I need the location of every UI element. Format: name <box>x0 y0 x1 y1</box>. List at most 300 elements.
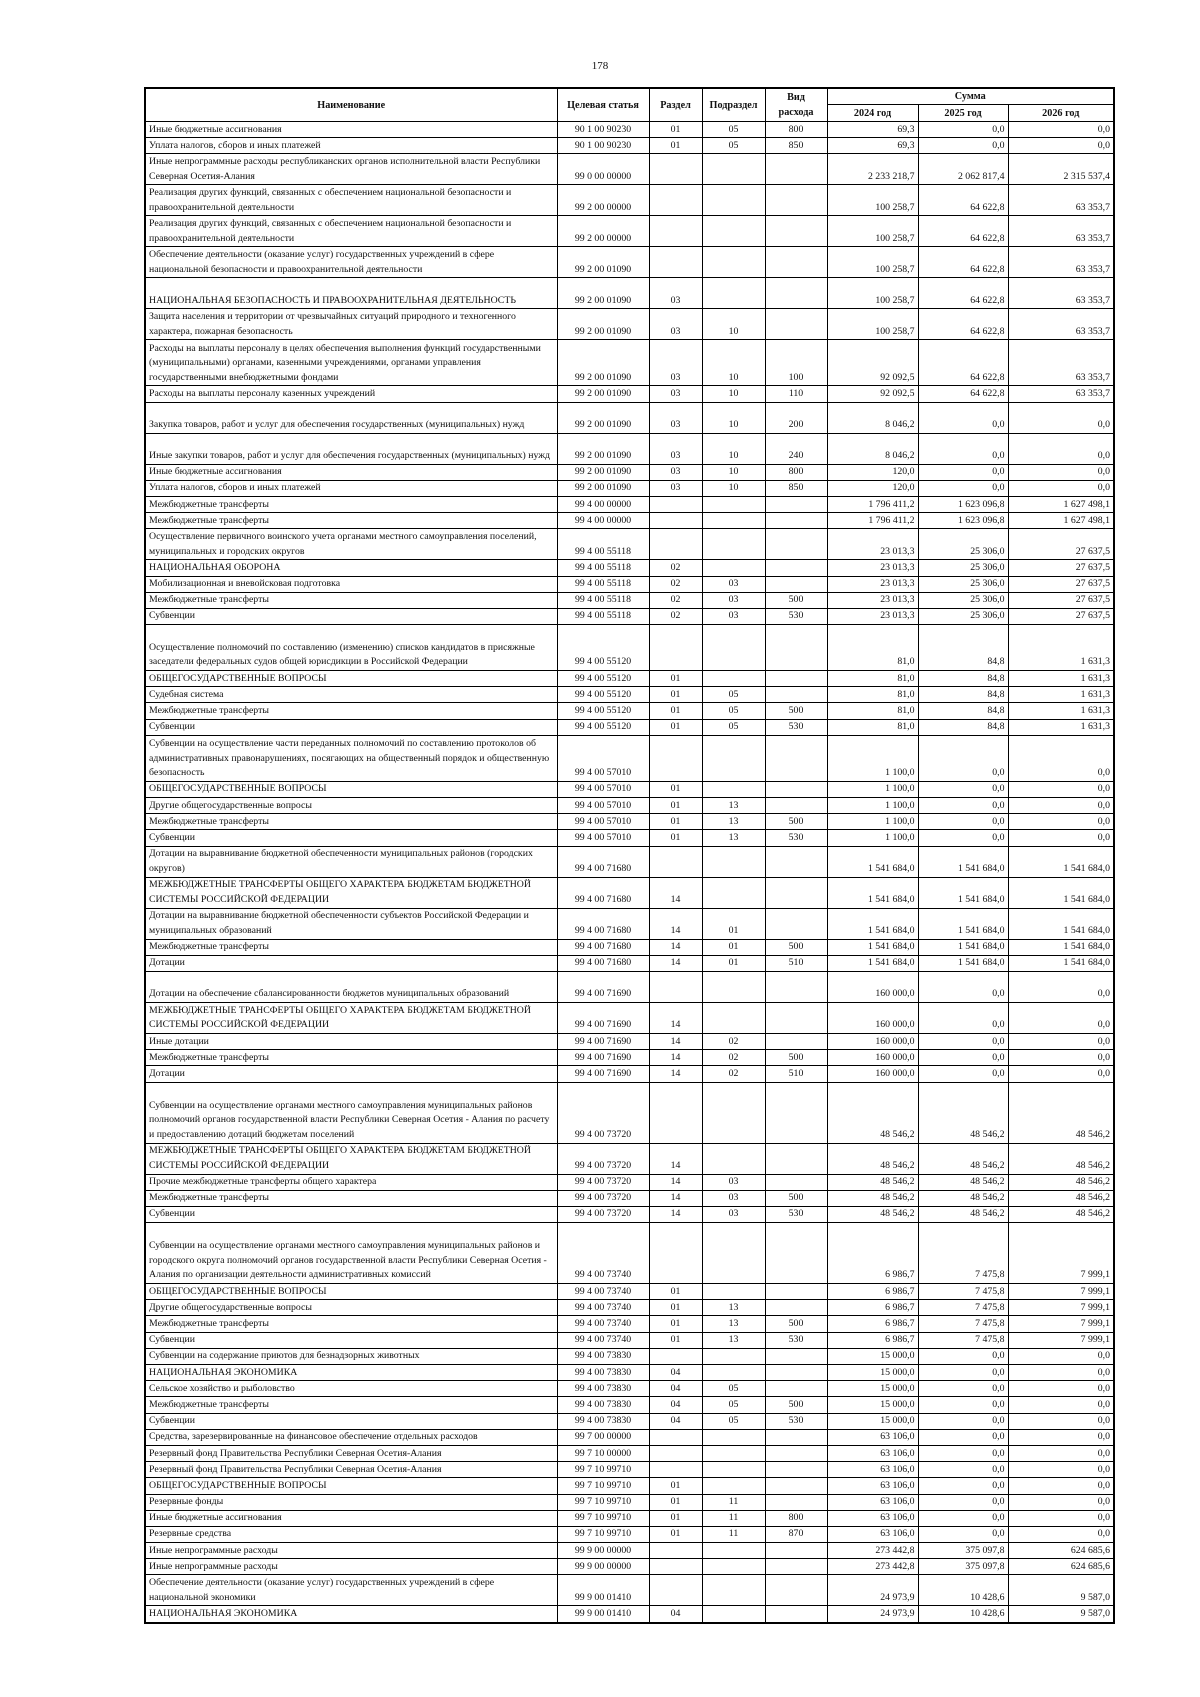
cell-2024: 1 541 684,0 <box>827 908 918 939</box>
cell-name: Иные дотации <box>145 1033 557 1049</box>
cell-target: 99 4 00 73740 <box>557 1316 649 1332</box>
cell-target: 99 4 00 00000 <box>557 496 649 512</box>
cell-subsection <box>702 1575 765 1606</box>
cell-2025: 0,0 <box>918 814 1008 830</box>
table-row <box>145 1429 1114 1445</box>
cell-kind: 530 <box>765 1332 827 1348</box>
cell-target: 99 4 00 71690 <box>557 1033 649 1049</box>
cell-kind: 530 <box>765 1413 827 1429</box>
cell-subsection: 13 <box>702 830 765 846</box>
cell-2025: 7 475,8 <box>918 1300 1008 1316</box>
cell-target: 99 4 00 73720 <box>557 1190 649 1206</box>
cell-section: 14 <box>649 1174 702 1190</box>
cell-2025: 0,0 <box>918 1365 1008 1381</box>
cell-name: ОБЩЕГОСУДАРСТВЕННЫЕ ВОПРОСЫ <box>145 1478 557 1494</box>
cell-2024: 6 986,7 <box>827 1284 918 1300</box>
cell-kind <box>765 687 827 703</box>
header-section: Раздел <box>649 88 702 122</box>
cell-subsection: 01 <box>702 908 765 939</box>
cell-2025: 0,0 <box>918 1429 1008 1445</box>
cell-subsection: 13 <box>702 814 765 830</box>
cell-2026: 0,0 <box>1008 1348 1114 1364</box>
cell-2025: 84,8 <box>918 703 1008 719</box>
cell-name: Субвенции на содержание приютов для безнадзорных животных <box>145 1348 557 1364</box>
cell-target: 99 4 00 73720 <box>557 1206 649 1222</box>
cell-target: 99 2 00 01090 <box>557 247 649 278</box>
cell-2026: 1 631,3 <box>1008 719 1114 735</box>
table-header <box>145 88 1114 122</box>
cell-kind <box>765 1429 827 1445</box>
cell-target: 99 4 00 73740 <box>557 1332 649 1348</box>
cell-2025: 0,0 <box>918 1413 1008 1429</box>
cell-2024: 63 106,0 <box>827 1445 918 1461</box>
table-row <box>145 939 1114 955</box>
cell-subsection: 10 <box>702 464 765 480</box>
cell-kind: 500 <box>765 703 827 719</box>
cell-target: 99 9 00 00000 <box>557 1559 649 1575</box>
cell-2026: 1 541 684,0 <box>1008 846 1114 877</box>
table-row <box>145 122 1114 138</box>
cell-name: Дотации на обеспечение сбалансированности бюджетов муниципальных образований <box>145 971 557 1002</box>
cell-kind <box>765 1606 827 1623</box>
table-row <box>145 386 1114 402</box>
cell-kind: 870 <box>765 1526 827 1542</box>
cell-2024: 160 000,0 <box>827 1066 918 1082</box>
cell-2026: 2 315 537,4 <box>1008 154 1114 185</box>
cell-name: Реализация других функций, связанных с обеспечением национальной безопасности и правоохранительной деятельности <box>145 185 557 216</box>
cell-2025: 0,0 <box>918 798 1008 814</box>
cell-kind <box>765 1445 827 1461</box>
cell-2026: 63 353,7 <box>1008 216 1114 247</box>
cell-target: 99 4 00 73720 <box>557 1174 649 1190</box>
cell-name: ОБЩЕГОСУДАРСТВЕННЫЕ ВОПРОСЫ <box>145 671 557 687</box>
cell-kind <box>765 216 827 247</box>
cell-2026: 0,0 <box>1008 971 1114 1002</box>
cell-name: Дотации <box>145 955 557 971</box>
cell-2024: 63 106,0 <box>827 1510 918 1526</box>
cell-section: 01 <box>649 138 702 154</box>
table-row <box>145 625 1114 671</box>
table-row <box>145 1223 1114 1284</box>
cell-target: 99 4 00 57010 <box>557 814 649 830</box>
cell-target: 99 9 00 01410 <box>557 1575 649 1606</box>
cell-2026: 0,0 <box>1008 1429 1114 1445</box>
cell-2026: 48 546,2 <box>1008 1190 1114 1206</box>
cell-section: 01 <box>649 1316 702 1332</box>
cell-target: 99 4 00 57010 <box>557 735 649 781</box>
cell-section: 01 <box>649 1332 702 1348</box>
cell-name: Уплата налогов, сборов и иных платежей <box>145 138 557 154</box>
cell-name: Межбюджетные трансферты <box>145 1190 557 1206</box>
cell-subsection: 11 <box>702 1494 765 1510</box>
cell-2024: 81,0 <box>827 671 918 687</box>
cell-kind: 530 <box>765 719 827 735</box>
cell-kind: 800 <box>765 464 827 480</box>
cell-kind <box>765 1174 827 1190</box>
cell-2026: 27 637,5 <box>1008 576 1114 592</box>
cell-2025: 0,0 <box>918 1033 1008 1049</box>
cell-2025: 7 475,8 <box>918 1223 1008 1284</box>
table-row <box>145 877 1114 908</box>
cell-name: НАЦИОНАЛЬНАЯ ЭКОНОМИКА <box>145 1365 557 1381</box>
cell-subsection: 10 <box>702 433 765 464</box>
cell-2024: 100 258,7 <box>827 185 918 216</box>
cell-section: 01 <box>649 1300 702 1316</box>
cell-2025: 0,0 <box>918 122 1008 138</box>
cell-2026: 1 631,3 <box>1008 687 1114 703</box>
cell-target: 99 4 00 57010 <box>557 781 649 797</box>
cell-name: Межбюджетные трансферты <box>145 496 557 512</box>
cell-subsection: 13 <box>702 1316 765 1332</box>
cell-name: Уплата налогов, сборов и иных платежей <box>145 480 557 496</box>
cell-2025: 0,0 <box>918 1478 1008 1494</box>
cell-subsection <box>702 513 765 529</box>
cell-section <box>649 1462 702 1478</box>
cell-target: 90 1 00 90230 <box>557 122 649 138</box>
cell-kind <box>765 496 827 512</box>
table-row <box>145 1381 1114 1397</box>
cell-2025: 0,0 <box>918 1526 1008 1542</box>
cell-kind: 100 <box>765 340 827 386</box>
cell-kind <box>765 1223 827 1284</box>
cell-name: Межбюджетные трансферты <box>145 814 557 830</box>
cell-2026: 0,0 <box>1008 781 1114 797</box>
cell-kind: 500 <box>765 1050 827 1066</box>
cell-target: 99 2 00 01090 <box>557 309 649 340</box>
cell-section: 03 <box>649 464 702 480</box>
cell-2025: 84,8 <box>918 625 1008 671</box>
cell-name: Субвенции <box>145 608 557 624</box>
cell-target: 99 2 00 01090 <box>557 433 649 464</box>
table-row <box>145 1332 1114 1348</box>
cell-target: 99 2 00 01090 <box>557 340 649 386</box>
table-row <box>145 1365 1114 1381</box>
cell-section: 03 <box>649 433 702 464</box>
cell-2026: 0,0 <box>1008 735 1114 781</box>
cell-name: МЕЖБЮДЖЕТНЫЕ ТРАНСФЕРТЫ ОБЩЕГО ХАРАКТЕРА БЮДЖЕТАМ БЮДЖЕТНОЙ СИСТЕМЫ РОССИЙСКОЙ ФЕДЕРАЦИИ <box>145 1143 557 1174</box>
cell-name: Субвенции <box>145 719 557 735</box>
cell-kind <box>765 877 827 908</box>
cell-subsection <box>702 877 765 908</box>
cell-subsection: 11 <box>702 1526 765 1542</box>
cell-2026: 0,0 <box>1008 402 1114 433</box>
cell-target: 99 2 00 01090 <box>557 480 649 496</box>
cell-kind <box>765 971 827 1002</box>
cell-name: Межбюджетные трансферты <box>145 1316 557 1332</box>
cell-2026: 1 631,3 <box>1008 703 1114 719</box>
cell-2026: 27 637,5 <box>1008 592 1114 608</box>
cell-name: Иные бюджетные ассигнования <box>145 1510 557 1526</box>
table-row <box>145 719 1114 735</box>
cell-2025: 1 623 096,8 <box>918 513 1008 529</box>
cell-section: 04 <box>649 1397 702 1413</box>
cell-name: Резервный фонд Правительства Республики Северная Осетия-Алания <box>145 1445 557 1461</box>
cell-2025: 0,0 <box>918 1462 1008 1478</box>
cell-section: 14 <box>649 877 702 908</box>
cell-2024: 15 000,0 <box>827 1348 918 1364</box>
cell-subsection: 05 <box>702 703 765 719</box>
cell-section: 04 <box>649 1413 702 1429</box>
table-row <box>145 529 1114 560</box>
table-row <box>145 908 1114 939</box>
cell-2025: 25 306,0 <box>918 592 1008 608</box>
cell-2024: 2 233 218,7 <box>827 154 918 185</box>
cell-2026: 0,0 <box>1008 1413 1114 1429</box>
table-row <box>145 798 1114 814</box>
table-row <box>145 340 1114 386</box>
cell-name: Расходы на выплаты персоналу в целях обеспечения выполнения функций государственными (муниципальными) органами, казенными учреждениями, органами управления государственными внебюджетными фондами <box>145 340 557 386</box>
table-row <box>145 1413 1114 1429</box>
cell-name: Межбюджетные трансферты <box>145 592 557 608</box>
cell-kind: 530 <box>765 830 827 846</box>
cell-subsection: 03 <box>702 1206 765 1222</box>
cell-2025: 10 428,6 <box>918 1606 1008 1623</box>
cell-2024: 1 541 684,0 <box>827 955 918 971</box>
cell-target: 99 4 00 73830 <box>557 1348 649 1364</box>
cell-kind <box>765 798 827 814</box>
cell-name: Иные закупки товаров, работ и услуг для обеспечения государственных (муниципальных) нужд <box>145 433 557 464</box>
cell-section <box>649 496 702 512</box>
cell-name: Межбюджетные трансферты <box>145 703 557 719</box>
table-row <box>145 830 1114 846</box>
table-row <box>145 1316 1114 1332</box>
cell-subsection <box>702 154 765 185</box>
cell-subsection: 03 <box>702 1190 765 1206</box>
cell-2026: 0,0 <box>1008 1050 1114 1066</box>
cell-kind: 110 <box>765 386 827 402</box>
cell-subsection: 10 <box>702 402 765 433</box>
cell-2026: 0,0 <box>1008 1365 1114 1381</box>
table-row <box>145 592 1114 608</box>
cell-name: Судебная система <box>145 687 557 703</box>
cell-name: Иные непрограммные расходы <box>145 1543 557 1559</box>
cell-2025: 0,0 <box>918 1050 1008 1066</box>
cell-2025: 25 306,0 <box>918 576 1008 592</box>
cell-2026: 0,0 <box>1008 1462 1114 1478</box>
cell-section <box>649 1543 702 1559</box>
cell-2024: 15 000,0 <box>827 1381 918 1397</box>
cell-2024: 8 046,2 <box>827 402 918 433</box>
cell-target: 99 4 00 73720 <box>557 1143 649 1174</box>
cell-subsection: 10 <box>702 309 765 340</box>
table-row <box>145 1284 1114 1300</box>
cell-name: Субвенции <box>145 1332 557 1348</box>
cell-name: Осуществление полномочий по составлению (изменению) списков кандидатов в присяжные заседатели федеральных судов общей юрисдикции в Российской Федерации <box>145 625 557 671</box>
cell-2024: 273 442,8 <box>827 1543 918 1559</box>
table-row <box>145 1190 1114 1206</box>
cell-subsection <box>702 1429 765 1445</box>
cell-subsection <box>702 1143 765 1174</box>
cell-2024: 63 106,0 <box>827 1526 918 1542</box>
cell-2026: 0,0 <box>1008 122 1114 138</box>
cell-kind <box>765 513 827 529</box>
cell-kind <box>765 247 827 278</box>
cell-2024: 6 986,7 <box>827 1223 918 1284</box>
cell-kind <box>765 1284 827 1300</box>
cell-subsection: 02 <box>702 1050 765 1066</box>
cell-section <box>649 529 702 560</box>
cell-name: Субвенции <box>145 1413 557 1429</box>
cell-2026: 63 353,7 <box>1008 309 1114 340</box>
cell-2025: 1 541 684,0 <box>918 877 1008 908</box>
cell-section: 14 <box>649 1002 702 1033</box>
cell-target: 99 4 00 55120 <box>557 719 649 735</box>
cell-subsection <box>702 247 765 278</box>
cell-2026: 624 685,6 <box>1008 1543 1114 1559</box>
cell-subsection <box>702 529 765 560</box>
budget-table <box>144 87 1115 1624</box>
cell-2024: 160 000,0 <box>827 971 918 1002</box>
cell-2024: 160 000,0 <box>827 1002 918 1033</box>
cell-target: 99 4 00 73830 <box>557 1413 649 1429</box>
cell-target: 99 4 00 55120 <box>557 625 649 671</box>
cell-2026: 48 546,2 <box>1008 1206 1114 1222</box>
cell-2024: 69,3 <box>827 122 918 138</box>
cell-2025: 64 622,8 <box>918 247 1008 278</box>
cell-2025: 0,0 <box>918 1002 1008 1033</box>
cell-2026: 63 353,7 <box>1008 278 1114 309</box>
cell-target: 99 2 00 01090 <box>557 402 649 433</box>
cell-section <box>649 1559 702 1575</box>
table-row <box>145 1206 1114 1222</box>
cell-2024: 81,0 <box>827 719 918 735</box>
cell-2026: 1 631,3 <box>1008 671 1114 687</box>
cell-2026: 27 637,5 <box>1008 560 1114 576</box>
cell-kind <box>765 1300 827 1316</box>
cell-section: 14 <box>649 955 702 971</box>
cell-2025: 64 622,8 <box>918 216 1008 247</box>
header-2025: 2025 год <box>918 105 1008 122</box>
table-row <box>145 185 1114 216</box>
cell-2024: 23 013,3 <box>827 560 918 576</box>
cell-kind: 240 <box>765 433 827 464</box>
cell-2025: 0,0 <box>918 1066 1008 1082</box>
cell-section: 01 <box>649 703 702 719</box>
cell-kind <box>765 735 827 781</box>
cell-section <box>649 247 702 278</box>
cell-2026: 63 353,7 <box>1008 247 1114 278</box>
cell-subsection: 01 <box>702 939 765 955</box>
cell-section <box>649 216 702 247</box>
cell-section <box>649 846 702 877</box>
cell-target: 99 4 00 71680 <box>557 908 649 939</box>
cell-target: 99 7 10 99710 <box>557 1462 649 1478</box>
cell-name: Резервные фонды <box>145 1494 557 1510</box>
cell-2026: 7 999,1 <box>1008 1316 1114 1332</box>
cell-kind <box>765 671 827 687</box>
cell-2025: 0,0 <box>918 830 1008 846</box>
cell-target: 99 4 00 73740 <box>557 1300 649 1316</box>
cell-2025: 84,8 <box>918 687 1008 703</box>
cell-2026: 7 999,1 <box>1008 1332 1114 1348</box>
cell-2024: 48 546,2 <box>827 1082 918 1143</box>
cell-target: 99 4 00 71690 <box>557 1050 649 1066</box>
cell-name: Иные бюджетные ассигнования <box>145 464 557 480</box>
cell-target: 90 1 00 90230 <box>557 138 649 154</box>
table-row <box>145 1510 1114 1526</box>
cell-kind <box>765 154 827 185</box>
cell-name: Иные непрограммные расходы <box>145 1559 557 1575</box>
cell-2025: 7 475,8 <box>918 1284 1008 1300</box>
cell-subsection: 03 <box>702 592 765 608</box>
cell-2026: 0,0 <box>1008 1478 1114 1494</box>
cell-2024: 6 986,7 <box>827 1316 918 1332</box>
cell-2024: 6 986,7 <box>827 1300 918 1316</box>
table-row <box>145 971 1114 1002</box>
cell-section: 01 <box>649 687 702 703</box>
cell-target: 99 4 00 73740 <box>557 1223 649 1284</box>
cell-2024: 100 258,7 <box>827 278 918 309</box>
header-kind: Вид расхода <box>765 88 827 122</box>
cell-2025: 1 541 684,0 <box>918 846 1008 877</box>
cell-kind <box>765 1478 827 1494</box>
cell-target: 99 9 00 01410 <box>557 1606 649 1623</box>
cell-2026: 63 353,7 <box>1008 386 1114 402</box>
cell-target: 99 4 00 73830 <box>557 1397 649 1413</box>
cell-2025: 64 622,8 <box>918 340 1008 386</box>
cell-2024: 23 013,3 <box>827 576 918 592</box>
cell-2025: 0,0 <box>918 138 1008 154</box>
cell-subsection: 03 <box>702 1174 765 1190</box>
cell-subsection <box>702 216 765 247</box>
cell-2024: 1 100,0 <box>827 735 918 781</box>
cell-target: 99 4 00 73720 <box>557 1082 649 1143</box>
cell-subsection <box>702 1543 765 1559</box>
cell-subsection: 05 <box>702 138 765 154</box>
cell-name: Иные непрограммные расходы республиканских органов исполнительной власти Республики Северная Осетия-Алания <box>145 154 557 185</box>
cell-2025: 25 306,0 <box>918 529 1008 560</box>
cell-subsection: 05 <box>702 1381 765 1397</box>
table-row <box>145 814 1114 830</box>
cell-section: 02 <box>649 608 702 624</box>
cell-2024: 120,0 <box>827 480 918 496</box>
table-row <box>145 1397 1114 1413</box>
cell-kind: 500 <box>765 1397 827 1413</box>
cell-section: 02 <box>649 592 702 608</box>
cell-2024: 23 013,3 <box>827 608 918 624</box>
header-2024: 2024 год <box>827 105 918 122</box>
cell-2024: 100 258,7 <box>827 247 918 278</box>
cell-name: Другие общегосударственные вопросы <box>145 798 557 814</box>
cell-2024: 48 546,2 <box>827 1190 918 1206</box>
cell-subsection <box>702 185 765 216</box>
cell-name: НАЦИОНАЛЬНАЯ ОБОРОНА <box>145 560 557 576</box>
cell-name: Закупка товаров, работ и услуг для обеспечения государственных (муниципальных) нужд <box>145 402 557 433</box>
cell-2026: 48 546,2 <box>1008 1082 1114 1143</box>
table-row <box>145 1606 1114 1623</box>
cell-name: Дотации на выравнивание бюджетной обеспеченности муниципальных районов (городских округов) <box>145 846 557 877</box>
cell-section: 03 <box>649 340 702 386</box>
cell-section: 01 <box>649 719 702 735</box>
cell-subsection: 01 <box>702 955 765 971</box>
table-row <box>145 402 1114 433</box>
cell-2024: 1 796 411,2 <box>827 496 918 512</box>
cell-2025: 48 546,2 <box>918 1143 1008 1174</box>
cell-2024: 1 100,0 <box>827 781 918 797</box>
cell-name: Резервный фонд Правительства Республики Северная Осетия-Алания <box>145 1462 557 1478</box>
cell-section: 01 <box>649 1478 702 1494</box>
cell-kind: 500 <box>765 1316 827 1332</box>
cell-2025: 0,0 <box>918 464 1008 480</box>
cell-kind <box>765 781 827 797</box>
cell-2024: 15 000,0 <box>827 1365 918 1381</box>
cell-kind <box>765 278 827 309</box>
cell-name: Межбюджетные трансферты <box>145 939 557 955</box>
cell-2026: 0,0 <box>1008 433 1114 464</box>
cell-2025: 48 546,2 <box>918 1082 1008 1143</box>
cell-subsection <box>702 560 765 576</box>
cell-2026: 1 627 498,1 <box>1008 513 1114 529</box>
